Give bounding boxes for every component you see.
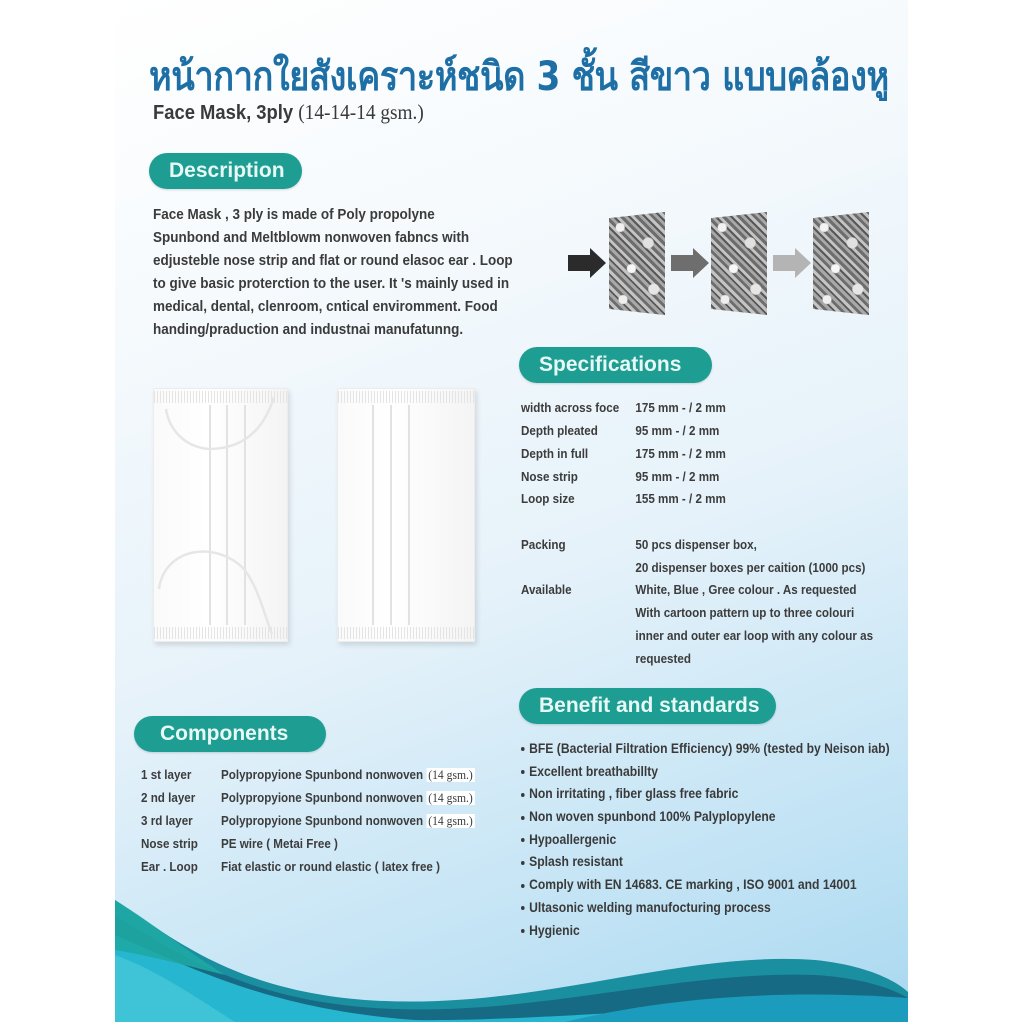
- description-line: handing/praduction and industnai manufatunng.: [153, 322, 464, 338]
- benefit-item: Comply with EN 14683. CE marking , ISO 9001 and 14001: [521, 874, 890, 897]
- component-value: Fiat elastic or round elastic ( latex free ): [220, 860, 440, 874]
- available-value: requested: [635, 652, 691, 666]
- subtitle-product: Face Mask, 3ply: [153, 102, 294, 124]
- spec-value: 95 mm - / 2 mm: [635, 470, 720, 484]
- spec-label: Nose strip: [521, 470, 578, 484]
- description-line: medical, dental, clenroom, cntical enviromment. Food: [153, 299, 498, 315]
- spec-value: 155 mm - / 2 mm: [635, 492, 726, 506]
- description-heading: Description: [149, 153, 302, 189]
- available-value: White, Blue , Gree colour . As requested: [635, 583, 857, 597]
- spec-label: Depth pleated: [521, 424, 598, 438]
- packing-value: 50 pcs dispenser box,: [635, 538, 757, 552]
- available-value: inner and outer ear loop with any colour as: [635, 629, 874, 643]
- bullet-icon: [521, 861, 525, 865]
- page-subtitle: [153, 100, 424, 125]
- description-line: edjusteble nose strip and flat or round elasoc ear . Loop: [153, 253, 513, 269]
- component-label: 3 rd layer: [141, 814, 193, 828]
- layer-diagram: [565, 210, 885, 315]
- bullet-icon: [521, 816, 525, 820]
- benefit-item: BFE (Bacterial Filtration Efficiency) 99% (tested by Neison iab): [521, 738, 890, 761]
- benefit-item: Non woven spunbond 100% Palyplopylene: [521, 806, 890, 829]
- packing-value: 20 dispenser boxes per caition (1000 pcs): [635, 561, 866, 575]
- bullet-icon: [521, 793, 525, 797]
- description-line: to give basic proterction to the user. It 's mainly used in: [153, 276, 510, 292]
- spec-value: 175 mm - / 2 mm: [635, 447, 726, 461]
- spec-label: Loop size: [521, 492, 575, 506]
- component-label: 1 st layer: [141, 768, 192, 782]
- benefit-item: Ultasonic welding manufocturing process: [521, 897, 890, 920]
- mask-photos: [153, 388, 493, 650]
- fabric-layer-2: [711, 212, 767, 315]
- description-line: Spunbond and Meltblowm nonwoven fabncs with: [153, 230, 470, 246]
- available-label: Available: [521, 583, 572, 597]
- subtitle-gsm: (14-14-14 gsm.): [298, 100, 424, 124]
- component-gsm: (14 gsm.): [428, 814, 473, 828]
- spec-value: 95 mm - / 2 mm: [635, 424, 720, 438]
- component-value: Polypropyione Spunbond nonwoven: [220, 791, 424, 805]
- bullet-icon: [521, 770, 525, 774]
- benefit-item: Splash resistant: [521, 851, 890, 874]
- dark-arrow-icon: [568, 248, 606, 278]
- spec-label: Depth in full: [521, 447, 589, 461]
- component-gsm: (14 gsm.): [428, 768, 473, 782]
- fabric-layer-3: [813, 212, 869, 315]
- benefit-item: Hypoallergenic: [521, 829, 890, 852]
- benefits-heading: Benefit and standards: [519, 688, 776, 724]
- components-heading: Components: [134, 716, 326, 752]
- description-text: [153, 204, 516, 342]
- mask-with-loops: [153, 388, 288, 642]
- component-value: Polypropyione Spunbond nonwoven: [220, 814, 424, 828]
- specifications-heading: Specifications: [519, 347, 712, 383]
- page-title-thai: หน้ากากใยสังเคราะห์ชนิด 3 ชั้น สีขาว แบบคล้องหู: [149, 54, 889, 100]
- component-label: 2 nd layer: [141, 791, 196, 805]
- bullet-icon: [521, 838, 525, 842]
- spec-label: width across foce: [521, 401, 620, 415]
- spec-value: 175 mm - / 2 mm: [635, 401, 726, 415]
- component-label: Ear . Loop: [141, 860, 198, 874]
- benefit-item: Non irritating , fiber glass free fabric: [521, 783, 890, 806]
- bullet-icon: [521, 747, 525, 751]
- component-value: Polypropyione Spunbond nonwoven: [220, 768, 424, 782]
- available-value: With cartoon pattern up to three colouri: [635, 606, 855, 620]
- benefit-item: Excellent breathabillty: [521, 761, 890, 784]
- ear-loop-icon: [154, 389, 289, 643]
- decorative-wave: [115, 880, 908, 1022]
- mask-front: [337, 388, 475, 642]
- medium-arrow-icon: [671, 248, 709, 278]
- product-sheet: [115, 0, 908, 1022]
- packing-label: Packing: [521, 538, 566, 552]
- component-value: PE wire ( Metai Free ): [220, 837, 338, 851]
- light-arrow-icon: [773, 248, 811, 278]
- component-label: Nose strip: [141, 837, 198, 851]
- fabric-layer-1: [609, 212, 665, 315]
- component-gsm: (14 gsm.): [428, 791, 473, 805]
- description-line: Face Mask , 3 ply is made of Poly propolyne: [153, 207, 435, 223]
- benefit-item: Hygienic: [521, 920, 890, 943]
